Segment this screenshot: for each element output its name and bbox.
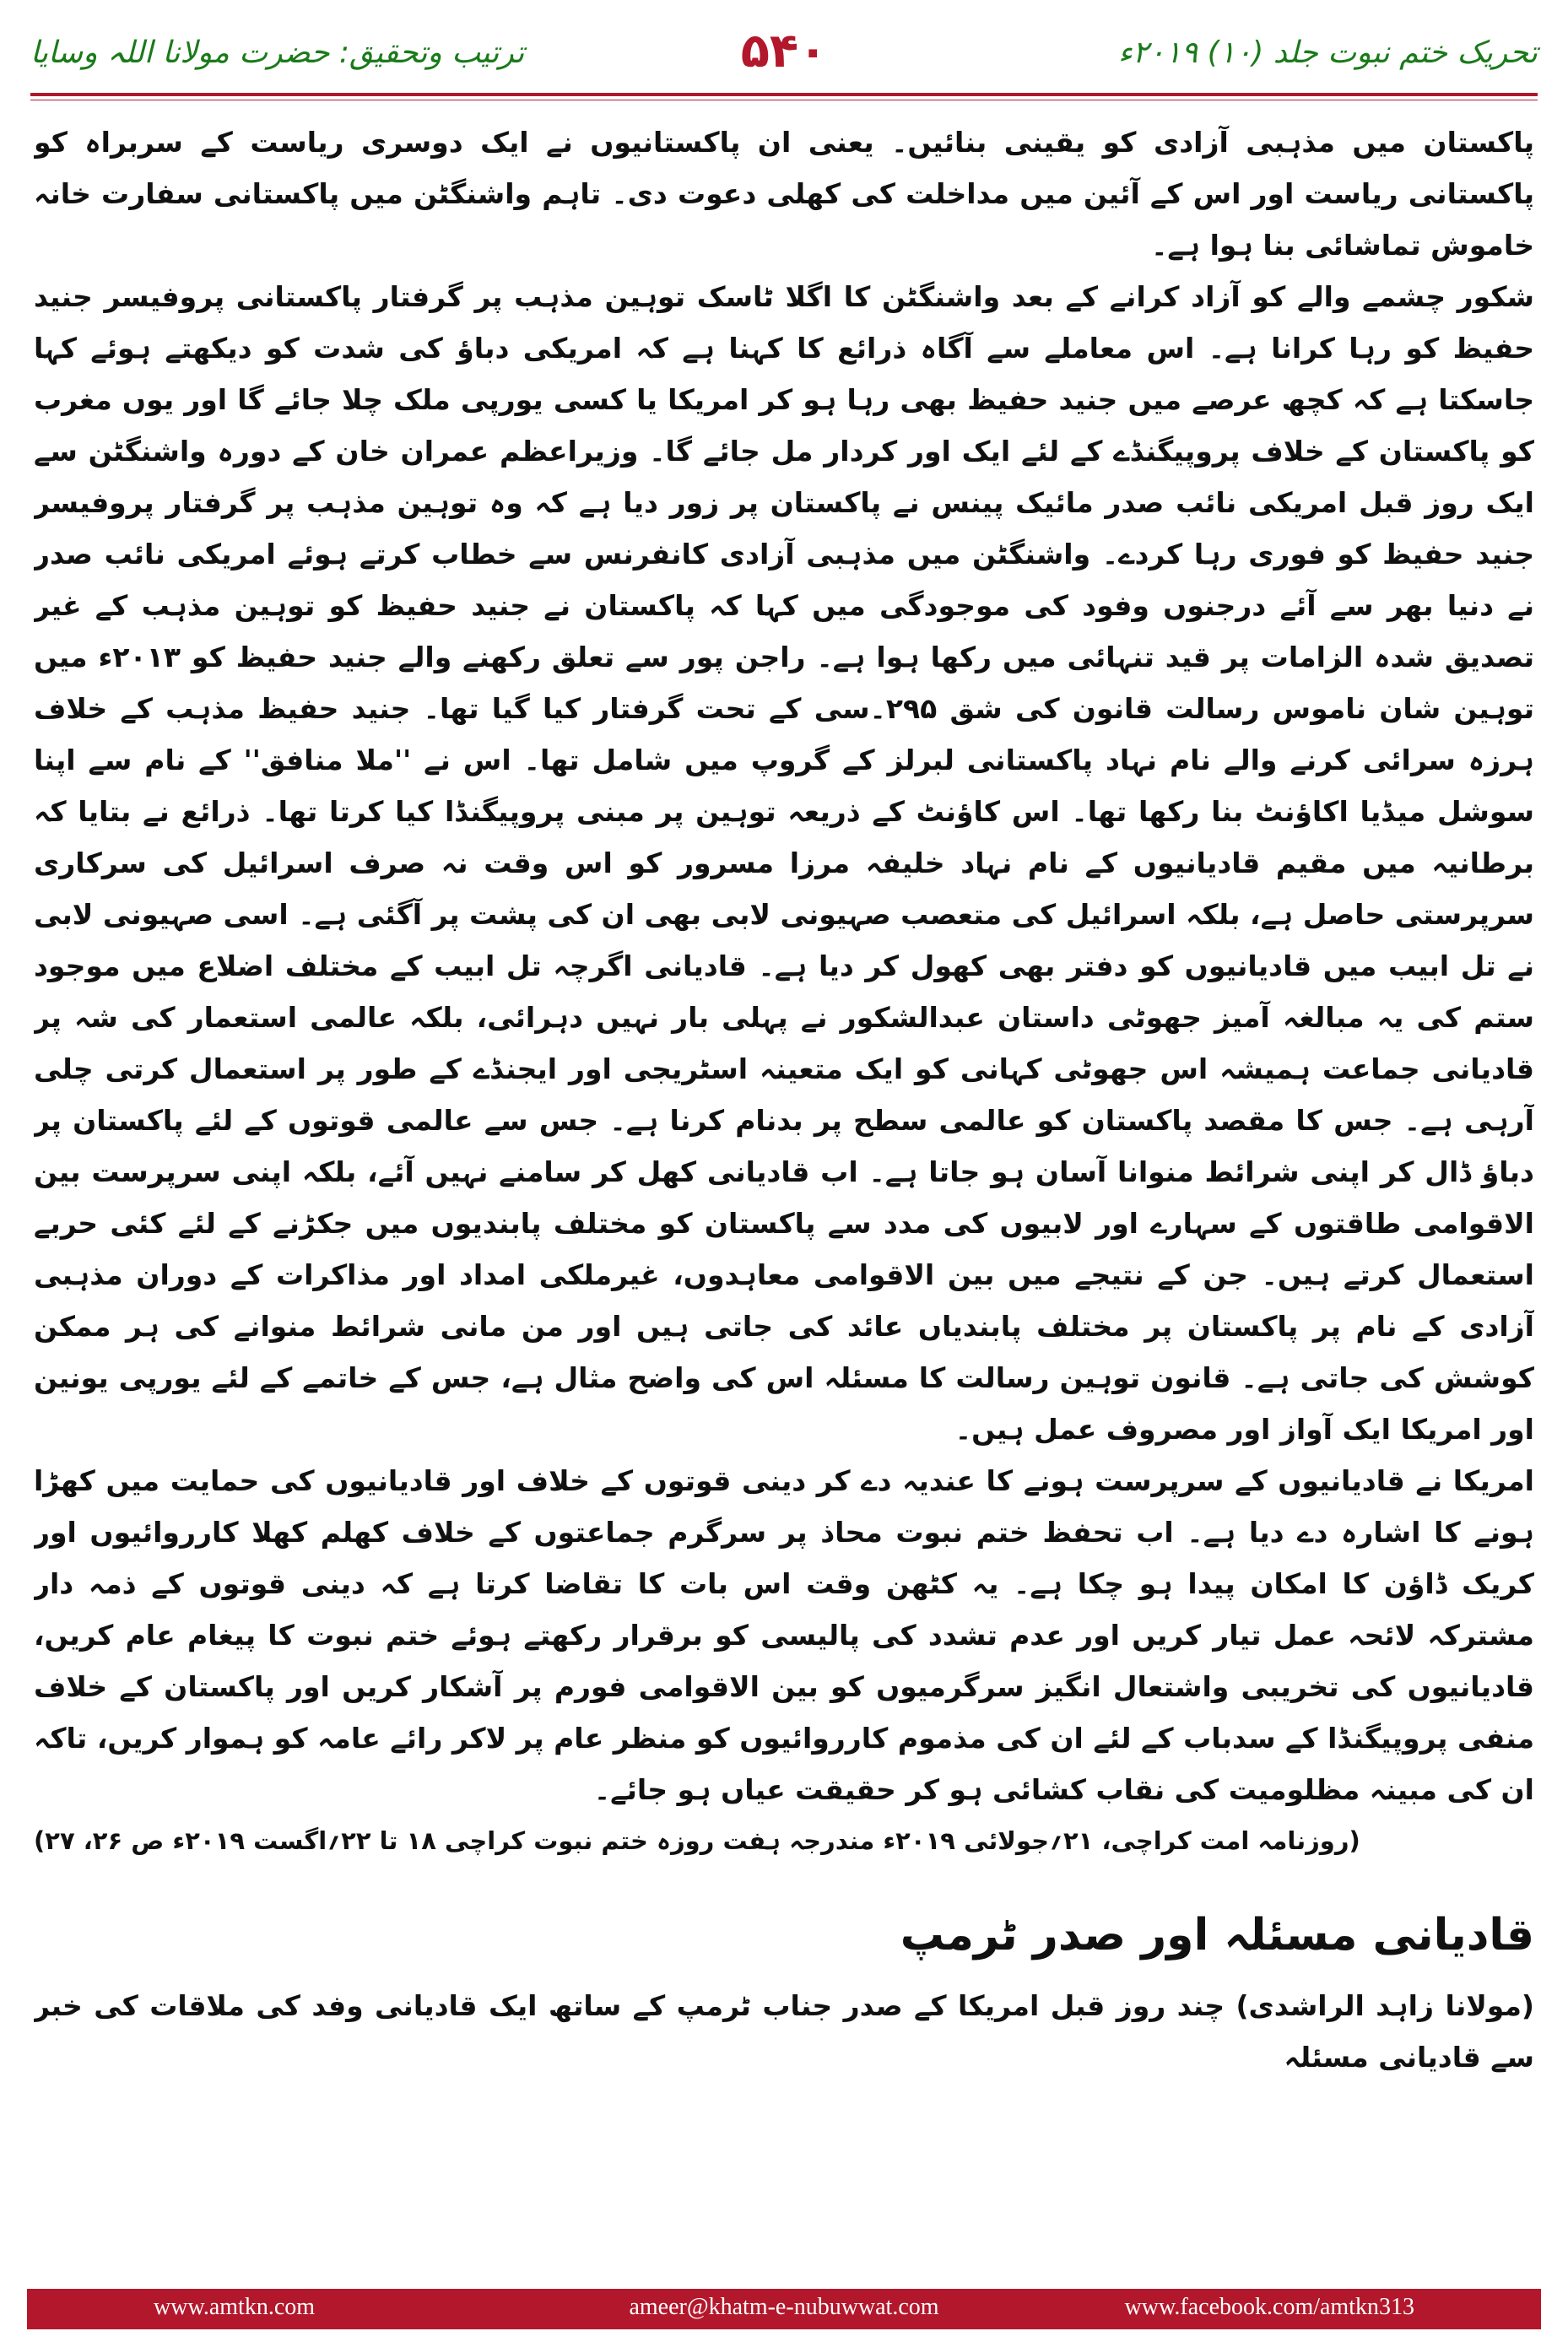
- source-citation: (روزنامہ امت کراچی، ۲۱؍جولائی ۲۰۱۹ء مندرجہ ہفت روزہ ختم نبوت کراچی ۱۸ تا ۲۲؍اگست ۲۰۱۹ء ص ۲۶، ۲۷): [34, 1826, 1360, 1855]
- article-body: [34, 116, 1534, 2167]
- paragraph-2: شکور چشمے والے کو آزاد کرانے کے بعد واشنگٹن کا اگلا ٹاسک توہین مذہب پر گرفتار پاکستانی پروفیسر جنید حفیظ کو رہا کرانا ہے۔ اس معاملے سے آگاہ ذرائع کا کہنا ہے کہ امریکی دباؤ کی شدت کو دیکھتے ہوئے کہا جاسکتا ہے کہ کچھ عرصے میں جنید حفیظ بھی رہا ہو کر امریکا یا کسی یورپی ملک چلا جائے گا اور یوں مغرب کو پاکستان کے خلاف پروپیگنڈے کے لئے ایک اور کردار مل جائے گا۔ وزیراعظم عمران خان کے دورہ واشنگٹن سے ایک روز قبل امریکی نائب صدر مائیک پینس نے پاکستان پر زور دیا ہے کہ وہ توہین مذہب پر گرفتار پروفیسر جنید حفیظ کو فوری رہا کردے۔ واشنگٹن میں مذہبی آزادی کانفرنس سے خطاب کرتے ہوئے امریکی نائب صدر نے دنیا بھر سے آئے درجنوں وفود کی موجودگی میں کہا کہ پاکستان نے جنید حفیظ کو توہین مذہب کے غیر تصدیق شدہ الزامات پر قید تنہائی میں رکھا ہوا ہے۔ راجن پور سے تعلق رکھنے والے جنید حفیظ کو ۲۰۱۳ء میں توہین شان ناموس رسالت قانون کی شق ۲۹۵۔سی کے تحت گرفتار کیا گیا تھا۔ جنید حفیظ مذہب کے خلاف ہرزہ سرائی کرنے والے نام نہاد پاکستانی لبرلز کے گروپ میں شامل تھا۔ اس نے ''ملا منافق'' کے نام سے اپنا سوشل میڈیا اکاؤنٹ بنا رکھا تھا۔ اس کاؤنٹ کے ذریعہ توہین پر مبنی پروپیگنڈا کیا کرتا تھا۔ ذرائع نے بتایا کہ برطانیہ میں مقیم قادیانیوں کے نام نہاد خلیفہ مرزا مسرور کو اس وقت نہ صرف اسرائیل کی سرکاری سرپرستی حاصل ہے، بلکہ اسرائیل کی متعصب صہیونی لابی بھی ان کی پشت پر آگئی ہے۔ اسی صہیونی لابی نے تل ابیب میں قادیانیوں کو دفتر بھی کھول کر دیا ہے۔ قادیانی اگرچہ تل ابیب کے مختلف اضلاع میں موجود ستم کی یہ مبالغہ آمیز جھوٹی داستان عبدالشکور نے پہلی بار نہیں دہرائی، بلکہ عالمی استعمار کی شہ پر قادیانی جماعت ہمیشہ اس جھوٹی کہانی کو ایک متعینہ اسٹریجی اور ایجنڈے کے طور پر استعمال کرتی چلی آرہی ہے۔ جس کا مقصد پاکستان کو عالمی سطح پر بدنام کرنا ہے۔ جس سے عالمی قوتوں کے لئے پاکستان پر دباؤ ڈال کر اپنی شرائط منوانا آسان ہو جاتا ہے۔ اب قادیانی کھل کر سامنے نہیں آئے، بلکہ اپنی سرپرست بین الاقوامی طاقتوں کے سہارے اور لابیوں کی مدد سے پاکستان کو مختلف پابندیوں میں جکڑنے کے لئے کئی حربے استعمال کرتے ہیں۔ جن کے نتیجے میں بین الاقوامی معاہدوں، غیرملکی امداد اور مذاکرات کے دوران مذہبی آزادی کے نام پر پاکستان پر مختلف پابندیاں عائد کی جاتی ہیں اور من مانی شرائط منوانے کی ہر ممکن کوشش کی جاتی ہے۔ قانون توہین رسالت کا مسئلہ اس کی واضح مثال ہے، جس کے خاتمے کے لئے یورپی یونین اور امریکا ایک آواز اور مصروف عمل ہیں۔: [34, 280, 1534, 1446]
- section-first-line: (مولانا زاہد الراشدی) چند روز قبل امریکا کے صدر جناب ٹرمپ کے ساتھ ایک قادیانی وفد کی ملاقات کی خبر سے قادیانی مسئلہ: [34, 1989, 1534, 2074]
- page-footer: [27, 2289, 1541, 2329]
- paragraph-3: امریکا نے قادیانیوں کے سرپرست ہونے کا عندیہ دے کر دینی قوتوں کے خلاف اور قادیانیوں کی حمایت میں کھڑا ہونے کا اشارہ دے دیا ہے۔ اب تحفظ ختم نبوت محاذ پر سرگرم جماعتوں کے خلاف کھلم کھلا کارروائیوں اور کریک ڈاؤن کا امکان پیدا ہو چکا ہے۔ یہ کٹھن وقت اس بات کا تقاضا کرتا ہے کہ دینی قوتوں کے ذمہ دار مشترکہ لائحہ عمل تیار کریں اور عدم تشدد کی پالیسی کو برقرار رکھتے ہوئے ختم نبوت کا پیغام عام کریں، قادیانیوں کی تخریبی واشتعال انگیز سرگرمیوں کو بین الاقوامی فورم پر آشکار کریں اور پاکستان کے خلاف منفی پروپیگنڈا کے سدباب کے لئے ان کی مذموم کارروائیوں کو منظر عام پر لاکر رائے عامہ کو ہموار کریں، تاکہ ان کی مبینہ مظلومیت کی نقاب کشائی ہو کر حقیقت عیاں ہو جائے۔: [34, 1464, 1534, 1806]
- book-title: تحریک ختم نبوت جلد (۱۰) ۲۰۱۹ء: [1117, 35, 1538, 70]
- paragraph-1: پاکستان میں مذہبی آزادی کو یقینی بنائیں۔ یعنی ان پاکستانیوں نے ایک دوسری ریاست کے سربراہ کو پاکستانی ریاست اور اس کے آئین میں مداخلت کی کھلی دعوت دی۔ تاہم واشنگٹن میں پاکستانی سفارت خانہ خاموش تماشائی بنا ہوا ہے۔: [34, 126, 1534, 262]
- header-divider: [30, 93, 1538, 96]
- page-header: [30, 24, 1538, 91]
- facebook-link[interactable]: www.facebook.com/amtkn313: [1124, 2294, 1414, 2320]
- page-number: ۵۴۰: [740, 24, 828, 78]
- section-heading: قادیانی مسئلہ اور صدر ٹرمپ: [900, 1910, 1534, 1961]
- website-link[interactable]: www.amtkn.com: [154, 2294, 316, 2320]
- email-link[interactable]: ameer@khatm-e-nubuwwat.com: [629, 2294, 939, 2320]
- compiler-credit: ترتیب وتحقیق: حضرت مولانا اللہ وسایا: [30, 35, 525, 70]
